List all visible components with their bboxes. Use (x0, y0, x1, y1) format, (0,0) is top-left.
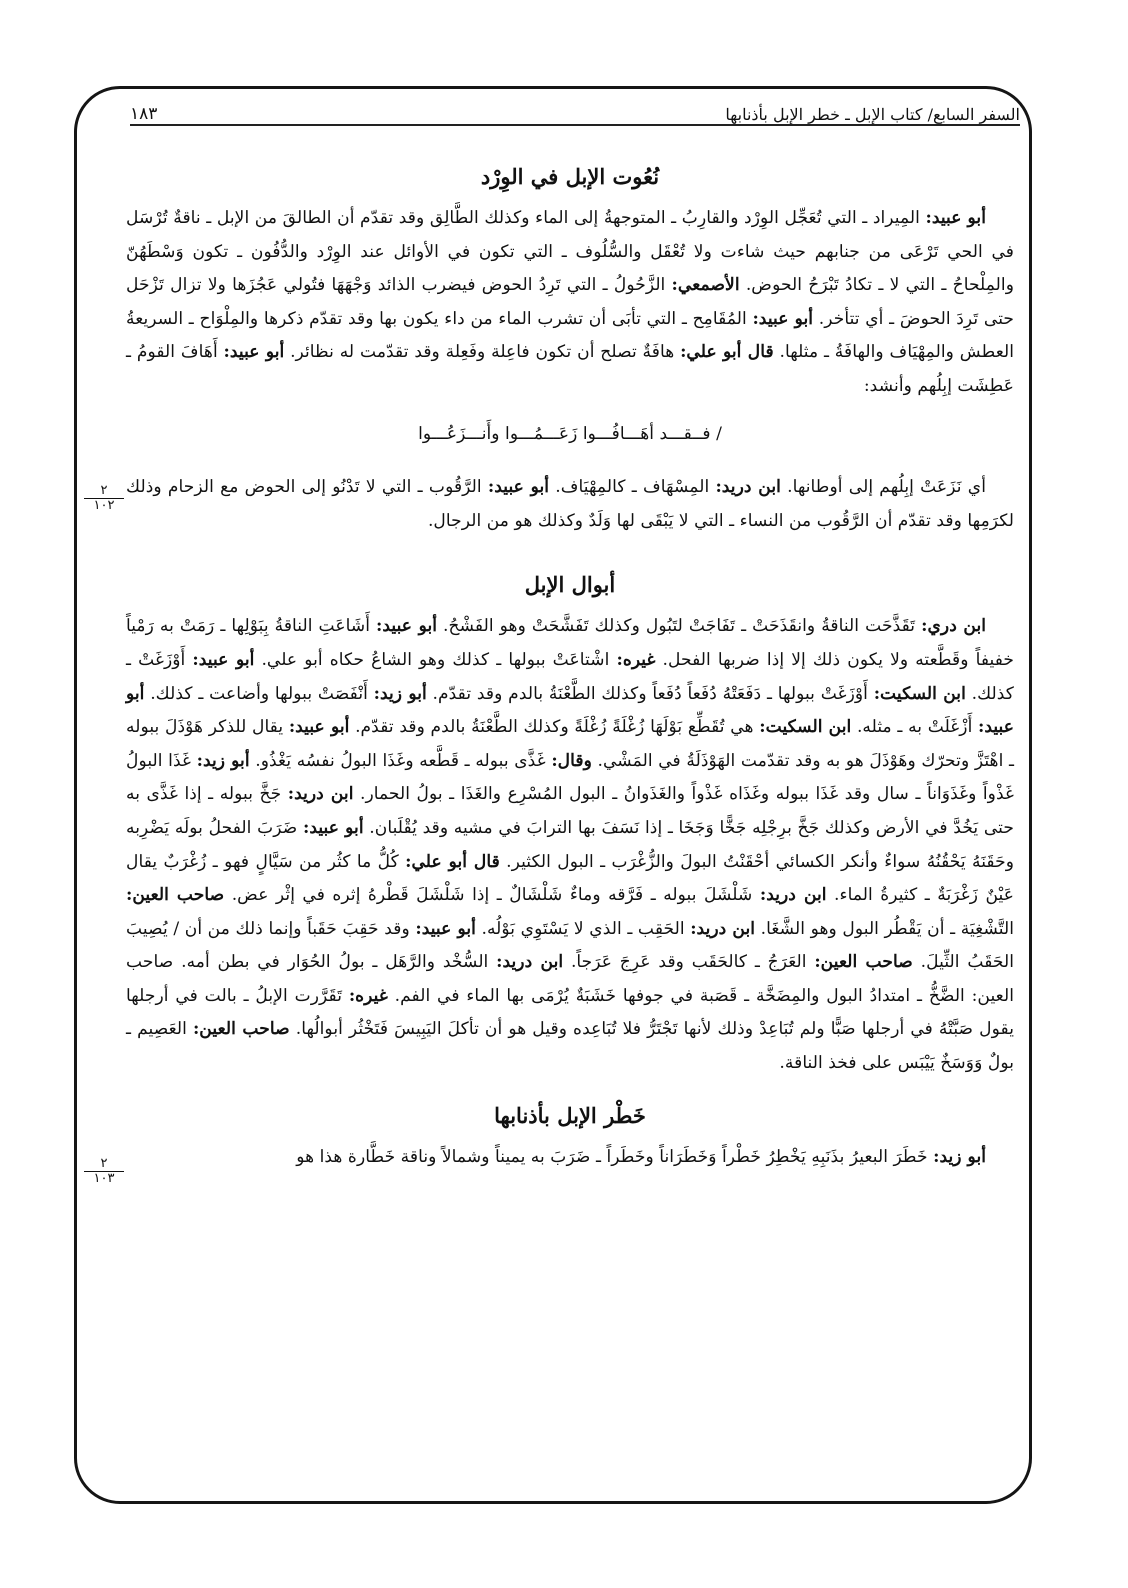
margin-page-marker: ٢ ١٠٢ (84, 484, 124, 513)
paragraph: أبو عبيد: المِيراد ـ التي تُعَجِّل الوِرْد والقارِبُ ـ المتوجهةُ إلى الماء وكذلك الطَّالِق وقد تقدّم أن الطالقَ من الإبل ـ ناقةٌ تُرْسَل في الحي تَرْعَى من جنابهم حيث شاءت ولا تُعْقَل والسُّلُوف ـ التي تكون في الأوائل عند الوِرْد والدُّفُون ـ تكون وَسْطَهُنّ والمِلْحاحُ ـ التي لا ـ تكادُ تَبْرَحُ الحوض. الأصمعي: الزَّحُولُ ـ التي تَرِدُ الحوض فيضرب الذائد وَجْهَهَا فتُولي عَجُزَها ولا تزال تَزْحَل حتى تَرِدَ الحوضَ ـ أي تتأخر. أبو عبيد: المُقَامِح ـ التي تأبَى أن تشرب الماء من داء يكون بها وقد تقدّم ذكرها والمِلْوَاح ـ السريعةُ العطش والمِهْيَاف والهافَةُ ـ مثلها. قال أبو علي: هافَةٌ تصلح أن تكون فاعِلة وفَعِلة وقد تقدّمت له نظائر. أبو عبيد: أَهَافَ القومُ ـ عَطِشَت إبِلُهم وأنشد: (126, 208, 1015, 396)
paragraph: أبو زيد: خَطَرَ البعيرُ بذَنَبِهِ يَخْطِرُ خَطْراً وَخَطَرَاناً وخَطَراً ـ ضَرَبَ به يميناً وشمالاً وناقة خَطَّارة هذا هو (296, 1146, 986, 1167)
paragraph: أي نَزَعَتْ إبِلُهم إلى أوطانها. ابن دريد: المِسْهَاف ـ كالمِهْيَاف. أبو عبيد: الرَّقُوب ـ التي لا تَدْنُو إلى الحوض مع الزحام وذلك لكرَمِها وقد تقدّم أن الرَّقُوب من النساء ـ التي لا يَبْقَى لها وَلَدٌ وكذلك هو من الرجال. (126, 477, 1014, 531)
section-title: خَطْر الإبل بأذنابها (494, 1102, 646, 1128)
running-title: السفر السابع/ كتاب الإبل ـ خطر الإبل بأذنابها (725, 105, 1020, 124)
running-header (130, 94, 1020, 126)
section-title: أبوال الإبل (524, 572, 616, 598)
page-number: ١٨٣ (130, 104, 158, 124)
section-title: نُعُوت الإبل في الوِرْد (480, 164, 660, 189)
margin-page-marker: ٢ ١٠٣ (84, 1157, 124, 1186)
page-body (126, 160, 1014, 1174)
poetry-verse: / فــقـــد أهَـــافُـــوا زَعَـــمُـــوا وأَنـــزَعُـــوا (418, 423, 722, 444)
paragraph: ابن دري: تَقَذَّحَت الناقةُ وانقَذَحَتْ ـ تَفَاجَتْ لتَبُول وكذلك تَفَشَّحَتْ وهو الفَشْحُ. أبو عبيد: أَشَاعَتِ الناقةُ بِبَوْلِها ـ رَمَتْ به رَمْياً خفيفاً وقَطَّعته ولا يكون ذلك إلا إذا ضربها الفحل. غيره: اشْتاعَتْ ببولها ـ كذلك وهو الشاعُ حكاه أبو علي. أبو عبيد: أَوْزَغَتْ ـ كذلك. ابن السكيت: أَوْزَغَتْ ببولها ـ دَفَعَتْهُ دُفَعاً دُفَعاً وكذلك الطَّعْنَةُ بالدم وقد تقدّم. أبو زيد: أَنْفَصَتْ ببولها وأضاعت ـ كذلك. أبو عبيد: أَزْغَلَتْ به ـ مثله. ابن السكيت: هي تُقَطِّع بَوْلَهَا زُغْلَةً زُغْلَةً وكذلك الطَّعْنَةُ بالدم وقد تقدّم. أبو عبيد: يقال للذكر هَوْذَلَ ببوله ـ اهْتَزَّ وتحرّك وهَوْذَلَ هو به وقد تقدّمت الهَوْذَلَةُ في المَشْي. وقال: غَذَّى ببوله ـ قَطَّعه وغَذَا البولُ نفسُه يَغْذُو. أبو زيد: غَذَا البولُ غَذْواً وغَذَوَاناً ـ سال وقد غَذَا ببوله وغَذَاه غَذْواً والغَذَوانُ ـ البول المُسْرِع والغَذَا ـ بولُ الحمار. ابن دريد: جَخَّ ببوله ـ إذا غَذَّى به حتى يَخُدَّ في الأرض وكذلك جَخَّ برِجْلِه جَخًّا وَجَخَا ـ إذا نَسَفَ بها الترابَ في مشيه وقد يُقْلَبان. أبو عبيد: ضَرَبَ الفحلُ بولَه يَضْرِبه وحَقَنَهُ يَحْقُنُهُ سواءٌ وأنكر الكسائي أحْقَنْتُ البولَ والزُّغْرَب ـ البول الكثير. قال أبو علي: كُلُّ ما كثُر من سَيَّالٍ فهو ـ زُغْرَبٌ يقال عَيْنٌ زَغْرَبَةٌ ـ كثيرةُ الماء. ابن دريد: شَلْشَلَ ببوله ـ فَرَّقه وماءٌ شَلْشَالٌ ـ إذا شَلْشَلَ قَطْرهُ إثره في إثْر عض. صاحب العين: التَّشْغِيَة ـ أن يَقْطُر البول وهو الشَّغَا. ابن دريد: الحَقِب ـ الذي لا يَسْتَوِي بَوْلُه. أبو عبيد: وقد حَقِبَ حَقَباً وإنما ذلك من أن / يُصِيبَ الحَقَبُ الثِّيلَ. صاحب العين: العَرَجُ ـ كالحَقَب وقد عَرِجَ عَرَجاً. ابن دريد: السُّخْد والرَّهَل ـ بولُ الحُوَار في بطن أمه. صاحب العين: الضَّخُّ ـ امتدادُ البول والمِضَخَّة ـ قَصَبة في جوفها خَشَبَةٌ يُرْمَى بها الماء في الفم. غيره: تَقَرَّرت الإبلُ ـ بالت في أرجلها يقول صَبَّتْهُ في أرجلها صَبًّا ولم تُبَاعِدْ وذلك لأنها تَجْتَرُّ فلا تُبَاعِده وقيل هو أن تأكلَ اليَبِيسَ فَتَخْثُر أبوالُها. صاحب العين: العَصِيم ـ بولٌ وَوَسَخٌ يَيْبَس على فخذ الناقة. (126, 616, 1015, 1074)
